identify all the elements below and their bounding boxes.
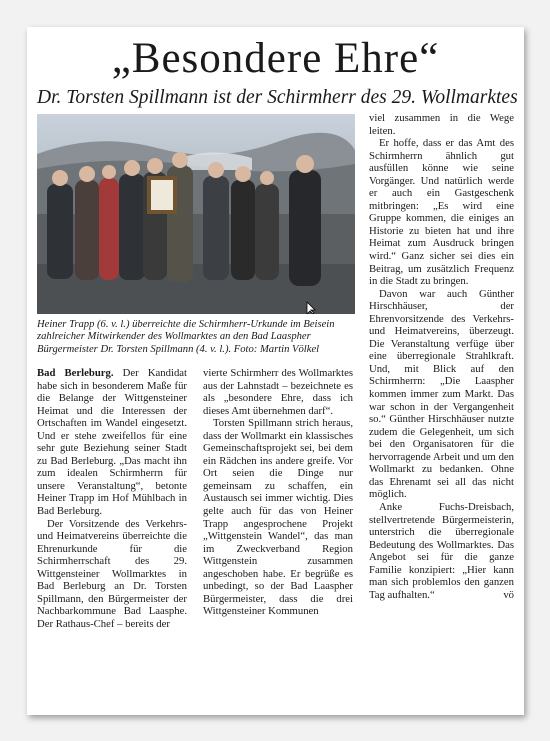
dateline: Bad Berleburg.	[37, 367, 114, 379]
paragraph: Davon war auch Günther Hirschhäuser, der Ehrenvorsitzende des Verkehrs- und Heimatvereins, überzeugt. Die Veranstaltung verfüge über eine überregionale Strahlkraft. Und, mit Blick auf den Schirmherrn: „Die Laaspher kommen immer zum Markt. Das war schon in der Vergangenheit so.“ Günther Hirschhäuser nutzte zudem die Gelegenheit, um sich bei den Organisatoren für die hervorragende Arbeit und um den Wollmarkt zu bedanken. Ohne das Ehrenamt sei all das nicht möglich.	[369, 287, 514, 501]
author-signature: vö	[503, 588, 514, 601]
paragraph	[37, 367, 187, 518]
article-body	[37, 114, 514, 704]
paragraph: Der Vorsitzende des Verkehrs- und Heimatvereins überreichte die Ehrenurkunde für die Schirmherrschaft des 29. Wittgensteiner Wollmarktes in Bad Berleburg an Dr. Torsten Spillmann, den Bürgermeister der Nachbarkommune Bad Laasphe. Der Rathaus-Chef – bereits der	[37, 517, 187, 630]
column-2	[203, 367, 353, 618]
paragraph: viel zusammen in die Wege leiten.	[369, 112, 514, 137]
paragraph	[369, 501, 514, 601]
column-3	[369, 112, 514, 601]
paragraph: vierte Schirmherr des Wollmarktes aus der Lahnstadt – bezeichnete es als „besondere Ehre, dass ich dieses Amt übernehmen darf“.	[203, 367, 353, 417]
paragraph-text: Anke Fuchs-Dreisbach, stellvertretende Bürgermeisterin, unterstrich die überregionale Bedeutung des Wollmarktes. Das Angebot sei für die ganze Familie konzipiert: „Hier kann man sich problemlos den ganzen Tag aufhalten.“	[369, 500, 514, 601]
photo-caption	[37, 319, 355, 356]
headline: „Besondere Ehre“	[111, 35, 440, 82]
paragraph-text: Der Kandidat habe sich in besonderem Maße für die Belange der Wittgensteiner Heimat und die Interessen der Ortschaften im Wandel eingesetzt. Und er stehe zweifellos für eine sehr gute Beziehung seiner Stadt zu Bad Berleburg. „Das macht ihn zum idealen Schirmherrn für unsere Veranstaltung“, betonte Heiner Trapp im Hof Mühlbach in Bad Berleburg.	[37, 367, 187, 518]
subheadline: Dr. Torsten Spillmann ist der Schirmherr des 29. Wollmarktes	[37, 87, 518, 108]
paragraph: Er hoffe, dass er das Amt des Schirmherrn ähnlich gut ausfüllen könne wie seine Vorgänger. Und natürlich werde er auch ein Gastgeschenk mitbringen: „Es wird eine Gruppe kommen, die einiges an Historie zu bieten hat und ihre Heimat zum Ausdruck bringen wird.“ Ganz sicher sei dies ein Beitrag, um zusätzlich Frequenz in die Stadt zu bringen.	[369, 137, 514, 288]
paragraph: Torsten Spillmann strich heraus, dass der Wollmarkt ein klassisches Gemeinschaftsprojekt sei, bei dem ein Rädchen ins andere greife. Vor Ort seien die Dinge nur gemeinsam zu schaffen, ein Austausch sei immer wichtig. Dies gelte auch für das von Heiner Trapp angesprochene Projekt „Wittgenstein Wandel“, das man im Zweckverband Region Wittgenstein zusammen angeschoben habe. Er begrüße es unbedingt, so der Bad Laaspher Bürgermeister, dass die drei Wittgensteiner Kommunen	[203, 417, 353, 618]
article-photo	[37, 114, 355, 314]
caption-text: Heiner Trapp (6. v. l.) überreichte die Schirmherr-Urkunde im Beisein zahlreicher Mitwirkender des Wollmarktes an den Bad Laaspher Bürgermeister Dr. Torsten Spillmann (4. v. l.).	[37, 319, 335, 355]
newspaper-clipping	[27, 27, 524, 715]
photo-credit: Foto: Martin Völkel	[233, 343, 320, 355]
group-photo-illustration	[37, 114, 355, 314]
column-1	[37, 367, 187, 630]
